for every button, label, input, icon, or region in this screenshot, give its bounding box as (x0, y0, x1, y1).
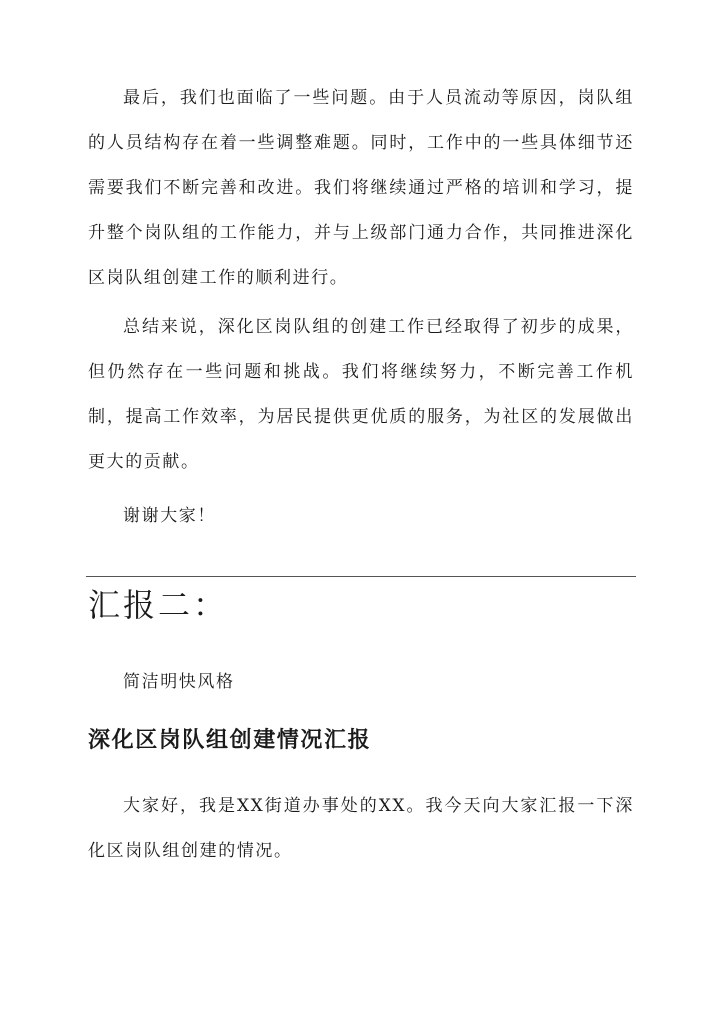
summary-paragraph: 总结来说，深化区岗队组的创建工作已经取得了初步的成果，但仍然存在一些问题和挑战。我们将继续努力，不断完善工作机制，提高工作效率，为居民提供更优质的服务，为社区的发展做出更大的贡献。 (88, 317, 634, 472)
closing-problems-paragraph: 最后，我们也面临了一些问题。由于人员流动等原因，岗队组的人员结构存在着一些调整难题。同时，工作中的一些具体细节还需要我们不断完善和改进。我们将继续通过严格的培训和学习，提升整个岗队组的工作能力，并与上级部门通力合作，共同推进深化区岗队组创建工作的顺利进行。 (88, 88, 634, 288)
intro-paragraph: 大家好，我是XX街道办事处的XX。我今天向大家汇报一下深化区岗队组创建的情况。 (88, 796, 634, 861)
report-title: 深化区岗队组创建情况汇报 (88, 727, 372, 753)
style-note: 简洁明快风格 (123, 672, 235, 692)
section-heading: 汇报二： (88, 586, 229, 624)
section-divider (86, 576, 636, 577)
thanks-paragraph: 谢谢大家！ (123, 506, 216, 526)
